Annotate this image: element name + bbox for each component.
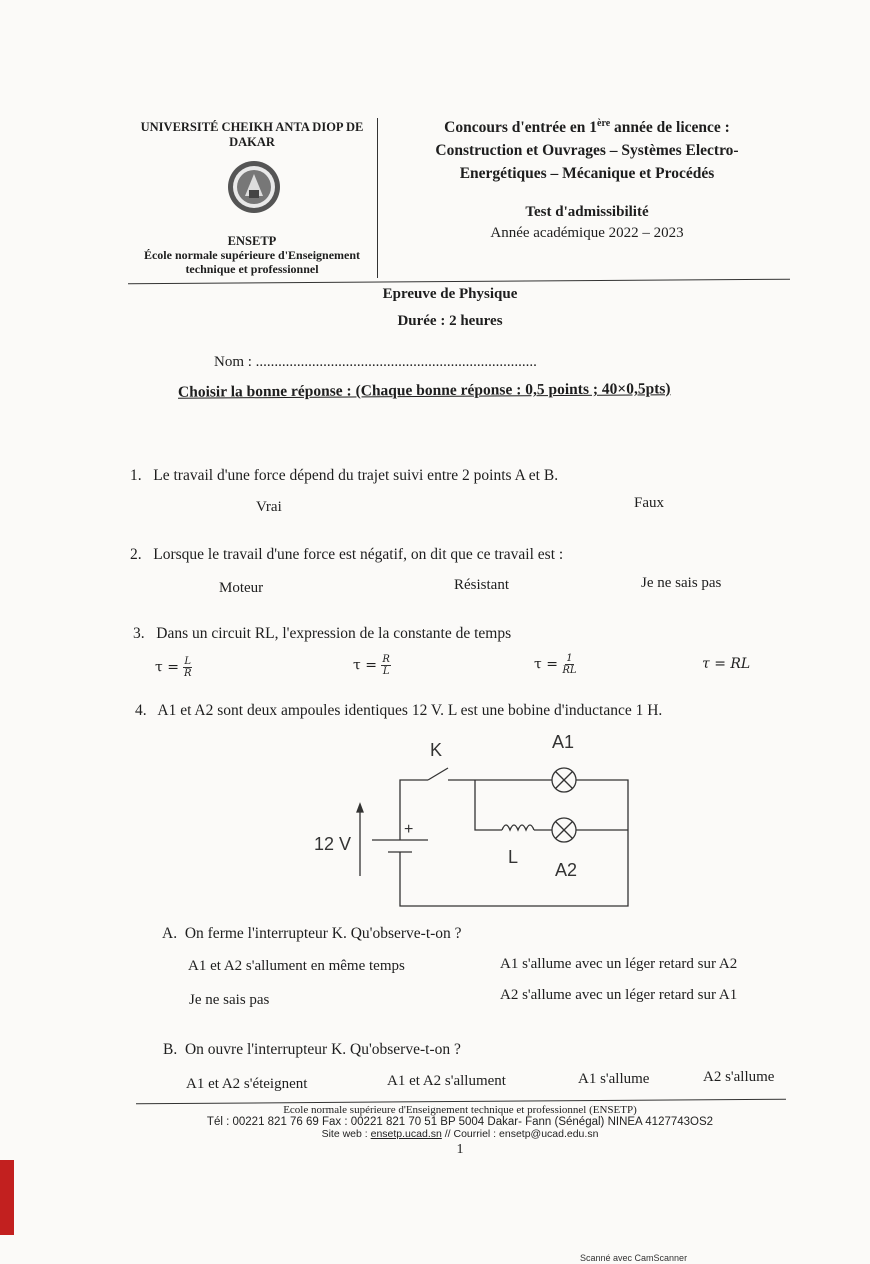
answer-option[interactable]: τ = RL bbox=[702, 656, 751, 672]
test-type: Test d'admissibilité bbox=[525, 204, 649, 220]
answer-option[interactable]: A1 et A2 s'allument bbox=[387, 1073, 506, 1089]
answer-option[interactable]: Faux bbox=[634, 495, 664, 511]
footer-line3: Site web : ensetp.ucad.sn // Courriel : ensetp@ucad.edu.sn bbox=[321, 1128, 599, 1140]
contest-title bbox=[392, 112, 782, 185]
answer-option[interactable]: Vrai bbox=[256, 499, 282, 515]
question-text: A1 et A2 sont deux ampoules identiques 12 V. L est une bobine d'inductance 1 H. bbox=[157, 702, 663, 719]
question-4b bbox=[163, 1041, 461, 1059]
switch-k-icon bbox=[428, 768, 448, 780]
question-number: 4. bbox=[135, 702, 147, 719]
academic-year: Année académique 2022 – 2023 bbox=[490, 225, 684, 241]
answer-option[interactable]: Moteur bbox=[219, 580, 264, 596]
answer-option[interactable]: A2 s'allume bbox=[703, 1069, 775, 1085]
question-4 bbox=[135, 702, 662, 720]
answer-option[interactable]: A1 et A2 s'éteignent bbox=[186, 1076, 308, 1092]
wire bbox=[400, 780, 628, 906]
answer-option[interactable]: τ = $\frac{1}{RL}$ bbox=[534, 653, 577, 676]
rl-circuit-diagram bbox=[300, 728, 640, 910]
school-name-line2: technique et professionnel bbox=[185, 262, 319, 276]
answer-option[interactable]: τ = $\frac{R}{L}$ bbox=[353, 654, 390, 677]
scan-edge-mark bbox=[0, 1160, 14, 1235]
question-text: Dans un circuit RL, l'expression de la constante de temps bbox=[156, 625, 512, 642]
answer-option[interactable]: τ = $\frac{L}{R}$ bbox=[155, 656, 192, 679]
name-field[interactable]: Nom : ........................................................................... bbox=[214, 354, 537, 370]
footer-line1: Ecole normale supérieure d'Enseignement technique et professionnel (ENSETP) bbox=[283, 1104, 637, 1116]
plus-sign: + bbox=[404, 821, 414, 838]
exam-duration: Durée : 2 heures bbox=[397, 313, 503, 329]
answer-option[interactable]: A2 s'allume avec un léger retard sur A1 bbox=[500, 987, 738, 1003]
question-2 bbox=[130, 546, 563, 564]
footer-line2: Tél : 00221 821 76 69 Fax : 00221 821 70 51 BP 5004 Dakar- Fann (Sénégal) NINEA 4127743OS2 bbox=[206, 1116, 714, 1128]
lamp2-label: A2 bbox=[555, 860, 578, 880]
sub-question-text: On ferme l'interrupteur K. Qu'observe-t-on ? bbox=[184, 925, 462, 942]
switch-label: K bbox=[430, 740, 443, 760]
sub-question-text: On ouvre l'interrupteur K. Qu'observe-t-on ? bbox=[184, 1041, 461, 1058]
university-seal-icon bbox=[227, 160, 281, 214]
scanner-watermark: Scanné avec CamScanner bbox=[580, 1253, 688, 1263]
coil-label: L bbox=[508, 847, 519, 867]
question-4a bbox=[162, 925, 462, 943]
question-text: Lorsque le travail d'une force est négatif, on dit que ce travail est : bbox=[153, 546, 564, 563]
test-info bbox=[392, 202, 782, 244]
lamp1-label: A1 bbox=[552, 732, 575, 752]
header-rule bbox=[128, 279, 790, 285]
contest-line3: Energétiques – Mécanique et Procédés bbox=[459, 165, 715, 183]
wire bbox=[400, 780, 428, 826]
question-number: 1. bbox=[130, 467, 142, 484]
answer-option[interactable]: A1 s'allume bbox=[578, 1071, 650, 1087]
university-name: UNIVERSITÉ CHEIKH ANTA DIOP DE DAKAR bbox=[140, 120, 364, 149]
instruction: Choisir la bonne réponse : (Chaque bonne réponse : 0,5 points ; 40×0,5pts) bbox=[177, 380, 671, 401]
sub-question-letter: A. bbox=[162, 925, 178, 942]
voltage-label: 12 V bbox=[314, 834, 352, 854]
question-text: Le travail d'une force dépend du trajet suivi entre 2 points A et B. bbox=[153, 467, 559, 484]
footer bbox=[150, 1104, 770, 1158]
contest-line1: Concours d'entrée en 1ère année de licence : bbox=[444, 118, 730, 137]
wire bbox=[475, 780, 502, 830]
answer-option[interactable]: Résistant bbox=[454, 577, 509, 593]
coil-l-icon bbox=[502, 825, 534, 830]
question-1 bbox=[130, 467, 558, 485]
school-acronym: ENSETP bbox=[227, 234, 277, 248]
answer-option[interactable]: Je ne sais pas bbox=[641, 575, 722, 591]
contest-line2: Construction et Ouvrages – Systèmes Electro- bbox=[435, 142, 739, 160]
answer-option[interactable]: A1 et A2 s'allument en même temps bbox=[188, 958, 405, 974]
answer-option[interactable]: A1 s'allume avec un léger retard sur A2 bbox=[500, 956, 738, 972]
header-divider bbox=[377, 118, 378, 278]
page-number: 1 bbox=[456, 1142, 464, 1157]
exam-subject: Epreuve de Physique bbox=[382, 286, 518, 302]
answer-option[interactable]: Je ne sais pas bbox=[189, 992, 270, 1008]
website-link[interactable]: ensetp.ucad.sn bbox=[370, 1128, 442, 1140]
question-3 bbox=[133, 625, 511, 643]
sub-question-letter: B. bbox=[163, 1041, 178, 1058]
school-block bbox=[128, 234, 376, 276]
question-number: 3. bbox=[133, 625, 145, 642]
question-number: 2. bbox=[130, 546, 142, 563]
school-name-line1: École normale supérieure d'Enseignement bbox=[143, 248, 361, 262]
